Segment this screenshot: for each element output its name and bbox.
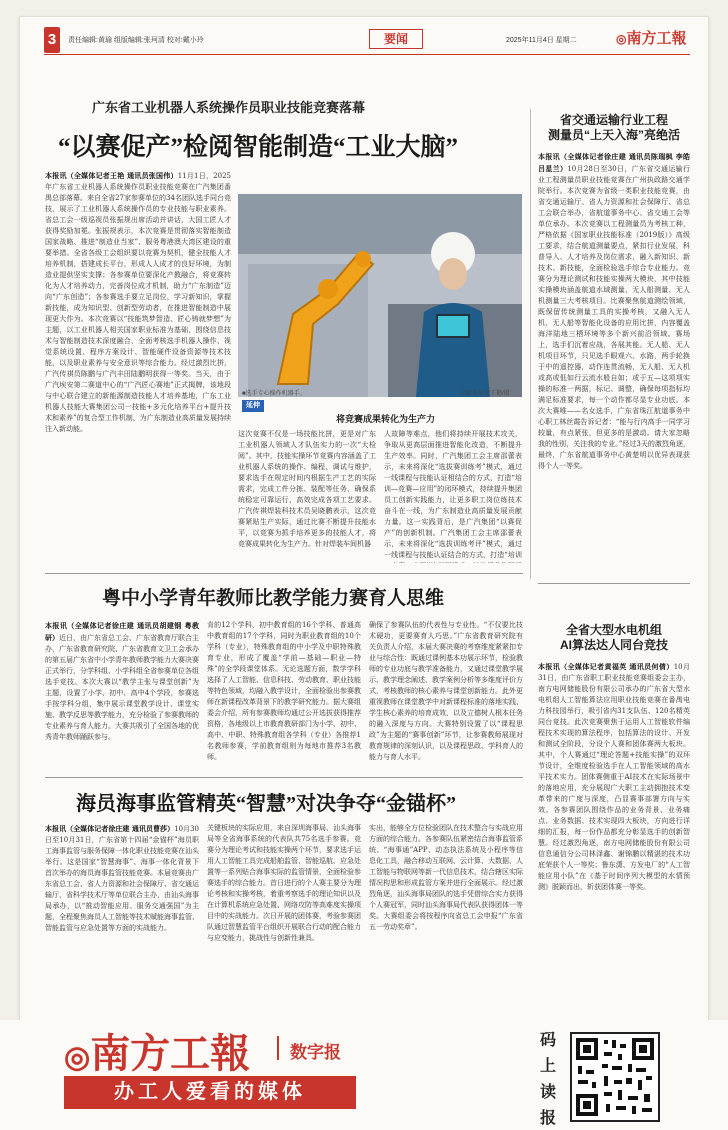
qr-code-icon	[572, 1034, 658, 1120]
story3-byline: 本报讯（全媒体记者徐庄建 通讯员曹莎）	[45, 824, 175, 833]
side2-headline-line2: AI算法达人同台竞技	[559, 638, 668, 652]
story2-col1-text: 近日，由广东省总工会、广东省教育厅联合主办，广东省教育研究院、广东省教育文卫工会承办的第五届广东省中小学青年教师教学能力大赛决赛正式举行，分学科组、小学科组全省参赛单位各组选手竞技。本次大赛以“教学主张与课堂创新”为主题，设置了小学、初中、高中4个学段，参赛选手按学科分组，集中展示课堂教学设计、课堂实施、教学反思等教学能力，充分检验了参赛教师的专业素养与育人能力。大赛共吸引了全国各地的优秀青年教师踊跃参与。	[45, 634, 199, 741]
story2-rule	[45, 573, 523, 574]
side1-body	[538, 151, 690, 576]
story3-column-2: 关键板块的实际应用，来自深圳海事局、汕头海事局等全省海事系统的代表队共75名选手参赛。竞赛分为理论考试和技能实操两个环节，要求选手运用人工智能工具完成船舶监管、智能巡航、应急处置等一系列贴合海事实际的监管情景，全面检验参赛选手的综合能力。首日进行的个人赛主要分为理论考核和实操考核，着重考察选手的理论知识以及在计算机系统应急处置、网络攻防等高难度实操项目中的实战能力。次日开展的团体赛，考验参赛团队通过智慧监管平台组织开展联合行动的配合能力与应变能力，挑战性与创新性兼具。	[207, 824, 361, 942]
footer-divider	[277, 1036, 279, 1060]
story2-column-3: 确保了参赛队伍的代表性与专业性。“不仅要比技术硬功，更要赛育人巧思。”广东省教育研究院有关负责人介绍，本届大赛决赛的考察维度紧紧扣专业与综合性：既通过课例基本功展示环节，检验教师的专业功底与教学准备能力，又通过课堂教学展示、教学理念阐述、教学案例分析等多维度评价方式，考核教师的核心素养与课堂创新能力。此外更重视教师在课堂教学中对新课程标准的落地实践、学生核心素养的培育成效，以及立德树人根本任务的融入深度与方向。大赛特别设置了以“课程思政”为主题的“赛事创新”环节，让参赛教师展现对教育规律的深刻认识，以及课程思政、学科育人的能力与育人水平。	[369, 621, 523, 761]
footer-logo-mark-icon: ◎	[64, 1041, 91, 1074]
side2-headline	[538, 623, 690, 653]
story3-headline: 海员海事监管精英“智慧”对决争夺“金锚杯”	[76, 793, 456, 815]
lead-photo	[238, 194, 522, 397]
lead-byline: 本报讯（全媒体记者王艳 通讯员张国伟）	[45, 171, 178, 180]
logo-mark-icon: ◎	[616, 32, 627, 46]
footer-slogan: 办工人爱看的媒体	[64, 1076, 356, 1109]
side1-headline-line2: 测量员“上天入海”亮绝活	[547, 128, 680, 142]
lead-kicker: 广东省工业机器人系统操作员职业技能竞赛落幕	[92, 100, 366, 115]
editor-credits: 责任编辑:黄瑜 组版编辑:张珂清 校对:戴小玲	[68, 37, 204, 44]
side1-text: 10月28日至30日，广东省交通运输行业工程测量员职业技能竞赛在广州执政路交通学院举行。本次竞赛为省级一类职业技能竞赛，由省交通运输厅、省人力资源和社会保障厅、省总工会联合举办，省航道事务中心、省交通工会等单位承办。本次竞赛以工程测量员为考核工种，严格依据《国家职业技能标准（2019版）》高级工要求，结合航道测量要点，紧扣行业发展，科普导入、人才培养及岗位需求，融入新知识、新技术、新技能，全面检验选手综合专业能力。竞赛分为理论测试和技能实操两大模块，其中技能实操模块涵盖航道水域测量、无人船测量、无人机测量三大考核项目。比赛聚焦航道测绘领域，既保留传统测量工具的实操考核，又融入无人机、无人船等智能化设备的应用比拼，内容覆盖海洋陆地三栖环境等多个新兴前沿领域。赛场上，选手们沉着应战，各展其能。无人船、无人机项目环节，只见选手眼观六、水路，两手轮换于中的遥控器，动作连贯流畅，无人船、无人机或高或低如行云流水般自如；或于五—这项项实操的标准一两据，标记、调整，确保每项指标均满足标准要求，每一个动作都尽显专业功底。本次大赛唯——名女选手，广东省珠江航道事务中心职工林丝霞告诉记者：“能与行内高手一同学习较量，有点紧张，但更多的是激动。请大家忽略我的性别，关注我的专业。”经过3天的激烈角逐，最终，广东省航道事务中心黄楚明以优异表现获得个人一等奖。	[538, 165, 690, 470]
side-rule	[538, 583, 690, 584]
page-number: 3	[44, 27, 60, 53]
story2-byline: 本报讯（全媒体记者徐庄建 通讯员胡建钢 粤教研）	[45, 621, 199, 642]
story3-col1-text: 10月30日至10月31日，广东省第十四届“金锚杯”海员职工海事监管与服务保障一体化职业技能竞赛在汕头举行。这是国家“智慧海事”、海事一体化背景下首次举办的海员海事监管技能竞赛。本届竞赛由广东省总工会、省人力资源和社会保障厅、省交通运输厅，省科学技术厅等单位联合主办，由汕头海事局承办，以“推动智能应用、服务交通强国”为主题，全程聚焦海员人工智能等技术赋能海事监管、智能监管与应急处置等方面的实战能力。	[45, 825, 199, 932]
qr-code[interactable]	[570, 1032, 660, 1122]
side1-headline-line1: 省交通运输行业工程	[559, 113, 668, 127]
lead-headline: “以赛促产”检阅智能制造“工业大脑”	[58, 134, 459, 161]
scan-char-1: 码	[539, 1032, 556, 1049]
section-label: 要闻	[369, 29, 423, 49]
scan-char-3: 读	[539, 1084, 556, 1101]
extension-tag: 延伸	[242, 400, 264, 412]
side1-byline: 本报讯（全媒体记者徐庄建 通讯员陈瑞枫 李皓 吕星兰）	[538, 152, 690, 173]
photo-credit: 全媒体记者王艳/摄	[460, 391, 510, 397]
page-header	[44, 25, 690, 55]
side2-byline: 本报讯（全媒体记者黄福英 通讯员何倩）	[538, 662, 674, 671]
lead-column-2a: 这次竞赛不仅是一场技能比拼，更是对广东工业机器人领域人才队伍实力的一次“大检阅”。其中，技能实操环节竞赛内容涵盖了工业机器人系统的操作、编程、调试与维护，要求选手在规定时间内根据生产工艺的实际需求，完成工件分拣、装配等任务，确保系统稳定可靠运行，高效完成各项工艺要求。广汽传祺焊装科技术员吴晓鹏表示，这次竞赛紧贴生产实际，通过比赛不断提升技能水平，以竞赛为抓手培养更多的技能人才，将竞赛成果转化为生产力。针对焊装车间机器	[238, 430, 376, 548]
lead-column-1	[45, 170, 231, 560]
robot-workshop-photo	[238, 194, 522, 397]
newspaper-page	[19, 16, 709, 1092]
story2-column-2: 肯的12个学科、初中教育组的16个学科、普通高中教育组的17个学科，同时为职业教育组的10个学科（专业），特殊教育组的中小学及中职特殊教育专业，形成了覆盖“学前—基础—职业—特殊”的全学段课堂体系。无论选题方面，数学学科选择了人工智能、信息科技、劳动教育、职业技能等特色领域，均融入教学设计，全面检验出参赛教师在新课程改革背景下的教学研究能力。据大赛组委会介绍，所有参赛教师均通过公开选拔获得推荐资格，各地级以上市教育教研部门为小学、初中、高中、中职、特殊教育组各学科（专业）各推荐1名教师参赛，学前教育组则为每地市推荐3名教师。	[207, 621, 361, 761]
story3-column-1	[45, 823, 199, 993]
digital-edition-label: 数字报	[290, 1043, 341, 1062]
side2-body	[538, 661, 690, 991]
footer-logo	[64, 1022, 250, 1079]
lead-col1-text: 11月1日，2025年广东省工业机器人系统操作员职业技能竞赛在广汽集团番禺总部落幕。来自全省27家参赛单位的34名团队选手同台竞技，展示了工业机器人系统操作员的专业技能与职业素养。省总工会一级巡视员张振规出席活动并讲话，大国工匠人才获得奖励加冕。张振规表示，本次竞赛是贯彻落实智能制造国家战略、推进“制造业当家”、服务粤港澳大湾区建设的重要举措。全省各级工会组织要以竞赛为契机，健全技能人才培养机制，搭建成长平台，形成人人成才的良好环境，为制造业提供坚实支撑；各参赛单位要深化产教融合，将竞赛转化为人才培养动力，完善岗位成才机制，助力“广东制造”迈向“广东创造”；各参赛选手要立足岗位，学习新知识，掌握新技能，成为知识型、创新型劳动者，在推进智能制造中展现更大作为。本次竞赛以“技能筑梦智造、匠心铸就梦想”为主题，以工业机器人相关国家职业标准为基础，围绕信息技术与智能制造技术深度融合，全面考核选手机器人操作、视觉系统设置、程序方案设计、智能硬件设备资源等技术技能，以及职业素养与安全意识等综合能力。经过激烈比拼，广汽传祺员陈鹏与广汽丰田陆鹏明获得一等奖。当天，由于广汽埃安第二赛道中心的“广汽匠心赛地”正式揭牌，该地段与中心联合建立的新能源制造技能人才培养基地，广东工业机器人技能大赛集团公司一技能+多元化培养平台+提升技术和素养”的复合型工作机制，为广东制造业高质量发展持续注入新动能。	[45, 172, 231, 433]
story2-headline: 粤中小学青年教师比教学能力赛育人思维	[102, 588, 445, 609]
lead-column-2b: 人故障等难点，他们将持续开展技术攻关，争取从更高层面推进智能化改造，不断提升生产效率。同时，广汽集团工会主席邵蕾表示，未来将深化“选拔赛训练考”模式，通过一线课程与技能认证相结合的方式，打造“培训—竞赛—应用”的闭环模式，持续提升集团员工创新实践能力，让更多职工岗位练技术奋斗在一线，为广东制造业高质量发展贡献力量。这一实践背后，是广汽集团“以赛促产”的创新机制。广汽集团工会主席邵蕾表示，未来将深化“选拔训练考评”模式，通过一线课程与技能认证结合的方式，打造“培训	[384, 430, 522, 559]
side1-headline	[538, 113, 690, 143]
scan-char-4: 报	[539, 1110, 556, 1127]
header-logo-text: 南方工報	[626, 31, 687, 47]
story3-rule	[45, 777, 523, 778]
header-logo	[616, 27, 687, 48]
scan-char-2: 上	[539, 1058, 556, 1075]
photo-caption: ■选手专心操作机器手。	[242, 391, 306, 397]
column-divider	[530, 109, 531, 579]
story3-column-3: 实出，能够全方位检验团队在技术整合与实战应用方面的综合能力。各参赛队伍紧密结合海事监管系统、“海事通”APP、动态执法系统及小程序等信息化工具，融合移动互联网、云计算、大数据、人工智能与物联网等新一代信息技术，结合辖区实际情况构思和形成监管方案并进行全面展示。经过激烈角逐，汕头海事局团队的选手凭借综合实力获得个人赛冠军，同时汕头海事局代表队获得团体一等奖。大赛组委会将按程序向省总工会申报“广东省五一劳动奖章”。	[369, 824, 523, 931]
story2-column-1	[45, 620, 199, 772]
side2-text: 10月31日，由广东省职工职业技能竞赛组委会主办，南方电网储能股份有限公司承办的广东省大型水电机组人工智能算法应用职业技能竞赛在番禺电力科技园举行，吸引省内31支队伍、120名精英同台竞技。此次竞赛聚焦于运用人工智能软件编程技术实现的算法程序，包括算法的设计、开发和测试全阶段，分设个人赛和团体赛两大板块。其中，个人赛通过“理论答题+技能实操”的双环节设计，全维度检验选手在人工智能领域的高水平技术实力。团体赛侧重于AI技术在实际场景中的落地应用，充分展现广大职工主动拥抱技术变革带来的广度与深度，凸显赛事部署方向与实效。各参赛团队围绕作品的业务背景、业务痛点、业务数据、技术实现四大板块，方向进行详细的汇报，每一份作品都充分彰显选手的创新智慧。经过激烈角逐，南方电网储能股份有限公司信息通信分公司林泽鑫、谢锦鹏以精湛的技术功底荣获个人一等奖；鲁东潇、方发电厂的“人工智能应用小队”在《基于时间序列大模型的水情预测》脱颖而出，斩获团体赛一等奖。	[538, 663, 690, 891]
extension-title: 将竞赛成果转化为生产力	[336, 414, 436, 424]
footer-logo-text: 南方工報	[90, 1031, 251, 1076]
scan-to-read	[538, 1028, 558, 1130]
issue-date: 2025年11月4日 星期二	[506, 37, 577, 44]
side2-headline-line1: 全省大型水电机组	[565, 623, 662, 637]
